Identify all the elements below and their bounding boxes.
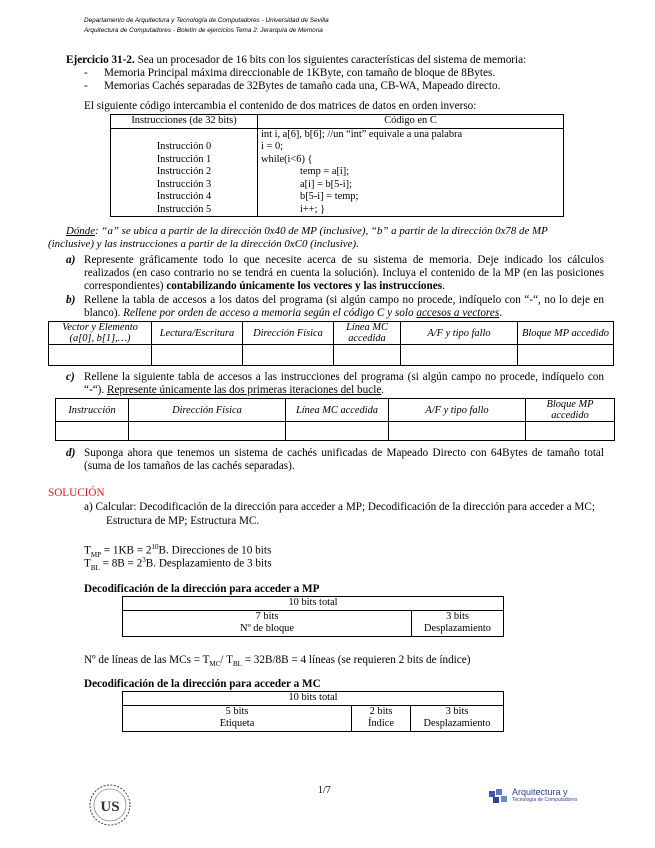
col-line-c: Línea MC accedida [286, 399, 389, 422]
question-d-label: d) [66, 447, 76, 459]
blank-cell [518, 345, 614, 366]
question-b-text: Rellene la tabla de accesos a los datos del programa (si algún campo no procede, indíquelo con “-“, no lo deje en blanco). Rellene por orden de acceso a memoria según el código C y solo accesos a vectores. [84, 294, 604, 320]
code-intro: El siguiente código intercambia el contenido de dos matrices de datos en orden inverso: [84, 100, 477, 112]
question-b-body: Rellene la tabla de accesos a los datos del programa (si algún campo no procede, indíquelo con “-“, no lo deje en blanco). [84, 294, 604, 320]
header-line-2: Arquitectura de Computadores - Boletín de ejercicios Tema 2: Jerarquía de Memoria [84, 27, 323, 34]
university-logo [88, 783, 132, 827]
donde-label: Dónde [66, 225, 96, 237]
col-vector-text: Vector y Elemento (a[0], b[1],…) [62, 322, 138, 344]
bullet-2: - [84, 80, 88, 92]
mc-lines-calc [84, 654, 470, 668]
tmp-sup: 10 [151, 543, 159, 551]
exercise-intro-text: Sea un procesador de 16 bits con los siguientes características del sistema de memoria: [134, 54, 527, 66]
question-a-body: Represente gráficamente todo lo que necesite acerca de su sistema de memoria. Deje indicado los cálculos realizados (en caso contrario no se tendrá en cuenta la solución). Incluya el contenido de la MP (en las posiciones correspondientes) [84, 254, 604, 293]
col-rw: Lectura/Escritura [152, 322, 243, 345]
mp-offset-name: Desplazamiento [424, 623, 491, 634]
code-line: b[5-i] = temp; [258, 191, 564, 204]
mc-index-bits: 2 bits [369, 705, 393, 717]
dept-logo-line-1: Arquitectura y [512, 787, 568, 797]
question-b-ital-u: accesos a vectores [416, 307, 500, 320]
col-instr: Instrucción [56, 399, 129, 422]
mc-index-name: Índice [368, 718, 394, 729]
code-line: while(i<6) { [258, 154, 564, 167]
page-number: 1/7 [318, 785, 331, 796]
tmp-end: B. Direcciones de 10 bits [158, 544, 272, 557]
mp-offset-cell [412, 610, 504, 636]
donde-text: : “a” se ubica a partir de la dirección 0x40 de MP (inclusive), “b” a partir de la dirección 0x78 de MP [95, 225, 548, 237]
lines-b: / T [220, 654, 233, 666]
header-line-1: Departamento de Arquitectura y Tecnología de Computadores - Universidad de Sevilla [84, 17, 329, 24]
blank-cell [389, 422, 526, 441]
blank-cell [526, 422, 615, 441]
col-block-c: Bloque MP accedido [526, 399, 615, 422]
solution-item-a [84, 500, 628, 528]
mc-tag-name: Etiqueta [219, 718, 255, 729]
instr-label: Instrucción 1 [111, 154, 258, 167]
question-b-label: b) [66, 294, 76, 306]
code-table [110, 114, 564, 217]
tbl-t: T [84, 557, 91, 570]
blank-cell [129, 422, 286, 441]
instr-label: Instrucción 2 [111, 166, 258, 179]
solution-item-a-text: a) Calcular: Decodificación de la dirección para acceder a MP; Decodificación de la dirección para acceder a MC; Estructura de MP; Estructura MC. [84, 501, 595, 527]
instr-label: Instrucción 0 [111, 141, 258, 154]
question-a-text: Represente gráficamente todo lo que necesite acerca de su sistema de memoria. Deje indicado los cálculos realizados (en caso contrario no se tendrá en cuenta la solución). Incluya el contenido de la MP (en las posiciones correspondientes) contabilizando únicamente los vectores y las instrucciones. [84, 254, 604, 293]
mc-offset-name: Desplazamiento [423, 718, 491, 729]
mc-tag-cell [123, 705, 352, 731]
mc-index-cell [352, 705, 411, 731]
instr-label: Instrucción 5 [111, 204, 258, 217]
mc-tag-bits: 5 bits [225, 705, 249, 717]
blank-cell [286, 422, 389, 441]
mp-decoding-title: Decodificación de la dirección para acceder a MP [84, 583, 320, 595]
instr-label: Instrucción 3 [111, 179, 258, 192]
code-line: i++; } [258, 204, 564, 217]
bullet-2-text: Memorias Cachés separadas de 32Bytes de tamaño cada una, CB-WA, Mapeado directo. [104, 80, 501, 92]
question-c-u: Represente únicamente las dos primeras iteraciones del bucle [106, 384, 382, 397]
solution-title: SOLUCIÓN [48, 487, 105, 499]
col-addr-c: Dirección Física [129, 399, 286, 422]
col-af-c: A/F y tipo fallo [389, 399, 526, 422]
tbl-sub: BL [90, 563, 100, 572]
mc-offset-bits: 3 bits [445, 705, 469, 717]
svg-text:US: US [100, 799, 120, 815]
blank-cell [334, 345, 401, 366]
mc-decoding-title: Decodificación de la dirección para acceder a MC [84, 678, 321, 690]
donde-line-2: (inclusive) y las instrucciones a partir de la dirección 0xC0 (inclusive). [48, 238, 359, 250]
col-af: A/F y tipo fallo [401, 322, 518, 345]
mp-block-name: Nº de bloque [239, 623, 294, 634]
question-c-text: Rellene la siguiente tabla de accesos a las instrucciones del programa (si algún campo no procede, indíquelo con “-“). Represente únicamente las dos primeras iteraciones del bucle. [84, 371, 604, 397]
question-c-label: c) [66, 371, 75, 383]
code-line: temp = a[i]; [258, 166, 564, 179]
tbl-rest: = 8B = 2 [99, 557, 143, 570]
mp-offset-bits: 3 bits [446, 610, 469, 622]
mp-decoding-table [122, 596, 504, 637]
instr-access-table [55, 398, 615, 441]
question-c-body: Rellene la siguiente tabla de accesos a las instrucciones del programa (si algún campo no procede, indíquelo con “-“). [84, 371, 604, 397]
code-decl: int i, a[6], b[6]; //un “int” equivale a una palabra [258, 128, 564, 141]
tmp-rest: = 1KB = 2 [100, 544, 152, 557]
col-line: Línea MC accedida [334, 322, 401, 345]
tbl-end: B. Desplazamiento de 3 bits [145, 557, 272, 570]
exercise-title: Ejercicio 31-2. [66, 54, 135, 66]
question-a-bold: contabilizando únicamente los vectores y las instrucciones [166, 280, 443, 293]
mc-decoding-table [122, 691, 504, 732]
tbl-line [84, 556, 272, 572]
code-table-header-code: Código en C [258, 115, 564, 129]
lines-sub-1: MC [209, 660, 221, 669]
question-a-label: a) [66, 254, 76, 266]
donde-line-1 [66, 225, 548, 237]
mp-total: 10 bits total [123, 597, 504, 611]
mp-block-cell [123, 610, 412, 636]
dept-logo-line-2: Tecnología de Computadores [512, 797, 578, 803]
col-vector [49, 322, 152, 345]
code-line: i = 0; [258, 141, 564, 154]
col-block: Bloque MP accedido [518, 322, 614, 345]
instr-label: Instrucción 4 [111, 191, 258, 204]
lines-a: Nº de líneas de las MCs = T [84, 654, 210, 666]
bullet-1-text: Memoria Principal máxima direccionable de 1KByte, con tamaño de bloque de 8Bytes. [104, 67, 496, 79]
code-table-header-instr: Instrucciones (de 32 bits) [111, 115, 258, 129]
blank-cell [243, 345, 334, 366]
tbl-sup: 3 [142, 556, 146, 564]
blank-cell [401, 345, 518, 366]
question-d-text: Suponga ahora que tenemos un sistema de cachés unificadas de Mapeado Directo con 64Bytes de tamaño total (suma de los tamaños de las cachés separadas). [84, 447, 604, 473]
lines-c: = 32B/8B = 4 líneas (se requieren 2 bits de índice) [241, 654, 471, 666]
code-line: a[i] = b[5-i]; [258, 179, 564, 192]
mp-block-bits: 7 bits [255, 610, 279, 622]
exercise-intro [66, 54, 526, 66]
blank-cell [152, 345, 243, 366]
lines-sub-2: BL [232, 660, 242, 669]
blank-cell [49, 345, 152, 366]
tmp-t: T [84, 544, 91, 557]
blank-cell [56, 422, 129, 441]
mc-total: 10 bits total [123, 692, 504, 706]
bullet-1: - [84, 67, 88, 79]
question-b-ital: Rellene por orden de acceso a memoria según el código C y solo [123, 307, 417, 320]
tmp-sub: MP [90, 550, 101, 559]
data-access-table [48, 321, 614, 366]
mc-offset-cell [411, 705, 504, 731]
col-addr: Dirección Física [243, 322, 334, 345]
